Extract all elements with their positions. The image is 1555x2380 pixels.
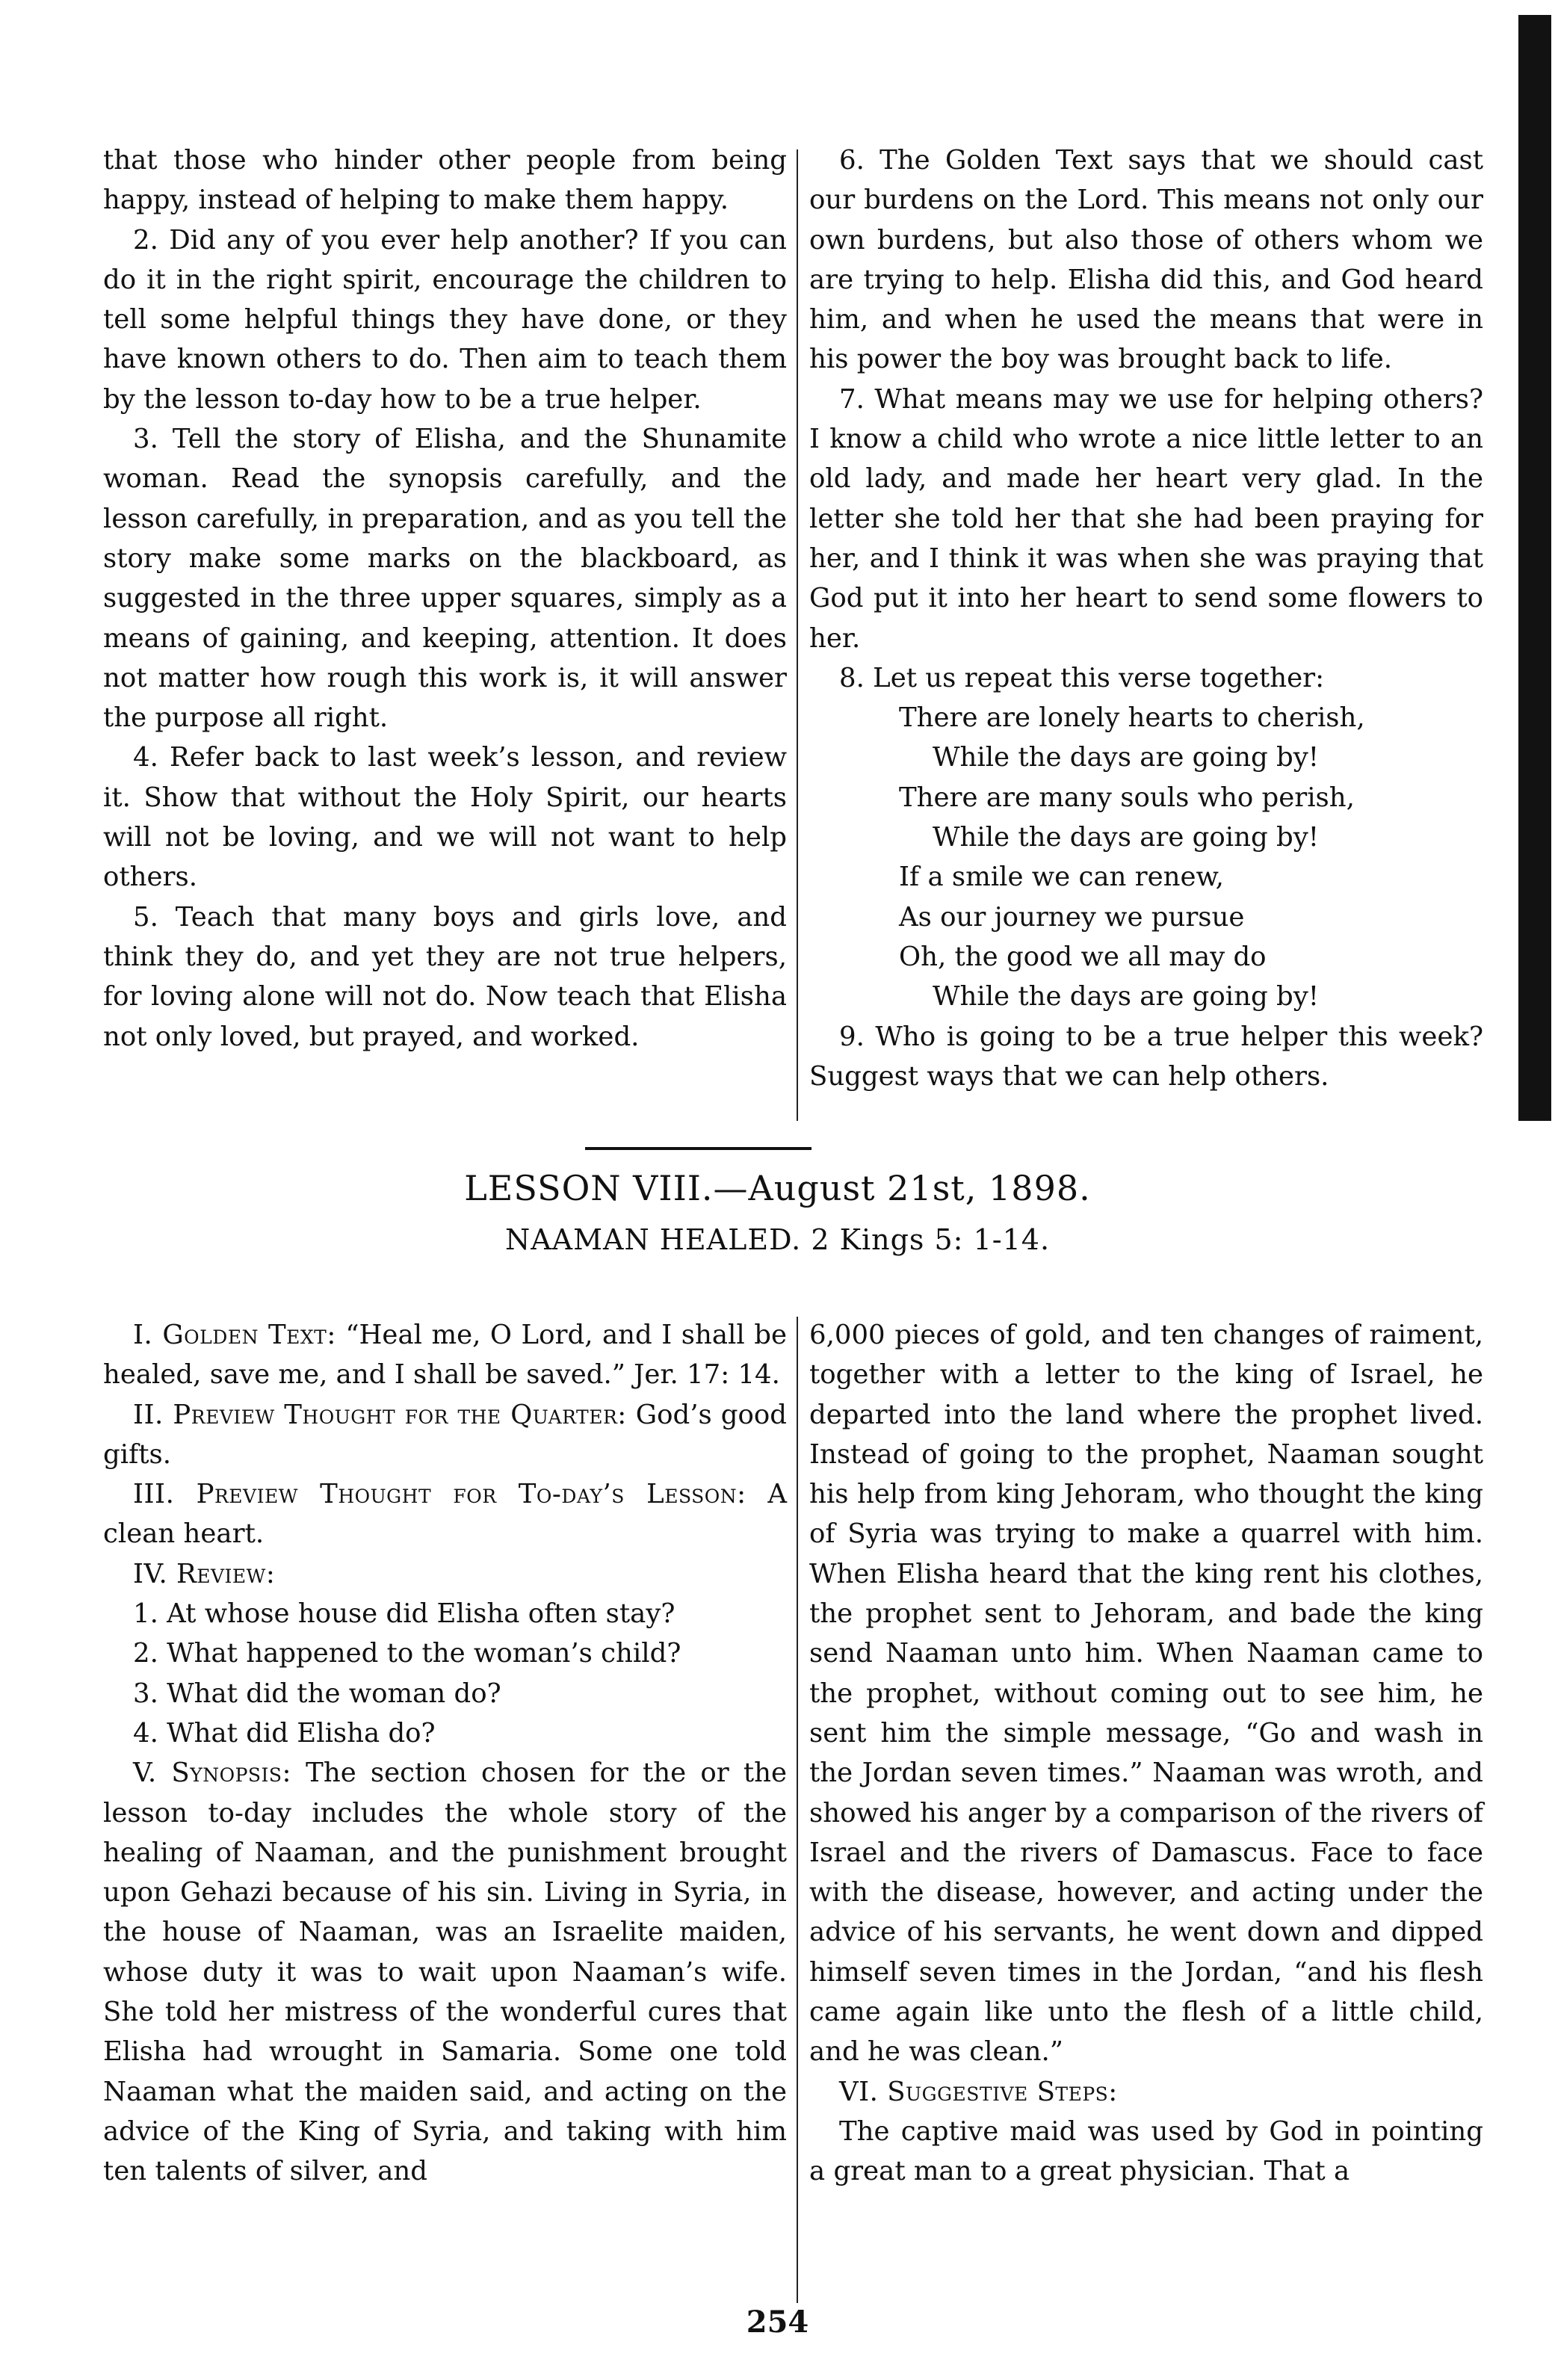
top-right-column [809,140,1483,1096]
column-divider [797,149,798,1121]
section-text: “Heal me, O Lord, and I shall be healed, save me, and I shall be saved.” Jer. 17: 14. [103,1320,787,1391]
column-divider [797,1317,798,2303]
poem-line: While the days are going by! [933,981,1320,1013]
poem [899,698,1483,1016]
paragraph: 2. Did any of you ever help another? If you can do it in the right spirit, encourage the children to tell some helpful things they have done, or they have known others to do. Then aim to teach them by the lesson to-day how to be a true helper. [103,224,787,415]
paragraph: that those who hinder other people from being happy, instead of helping to make them happy. [103,145,787,216]
review-heading [103,1554,787,1594]
golden-text [103,1315,787,1395]
section-label: II. Preview Thought for the Quarter: [133,1399,627,1430]
paragraph: 5. Teach that many boys and girls love, and think they do, and yet they are not true helpers, for loving alone will not do. Now teach that Elisha not only loved, but prayed, and worked. [103,901,787,1052]
steps-heading [809,2072,1483,2112]
paragraph: 8. Let us repeat this verse together: [839,662,1325,693]
poem-line: If a smile we can renew, [899,862,1224,893]
bottom-right-column [809,1315,1483,2192]
section-text: God’s good gifts. [103,1399,787,1470]
lesson-heading: LESSON VIII.—August 21st, 1898. [464,1168,1091,1208]
poem-line: There are lonely hearts to cherish, [899,702,1365,734]
poem-line: Oh, the good we all may do [899,941,1267,972]
paragraph: 4. Refer back to last week’s lesson, and review it. Show that without the Holy Spirit, our hearts will not be loving, and we will not want to help others. [103,742,787,893]
review-item: 4. What did Elisha do? [133,1717,436,1749]
paragraph: 9. Who is going to be a true helper this week? Suggest ways that we can help others. [809,1021,1483,1092]
paragraph: The captive maid was used by God in pointing a great man to a great physician. That a [809,2115,1483,2187]
top-left-column [103,140,787,1057]
paragraph: 7. What means may we use for helping others? I know a child who wrote a nice little letter to an old lady, and made her heart very glad. In the letter she told her that she had been praying for her, and I think it was when she was praying that God put it into her heart to send some flowers to her. [809,383,1483,654]
section-label: I. Golden Text: [133,1320,336,1350]
paragraph: 6. The Golden Text says that we should cast our burdens on the Lord. This means not only our own burdens, but also those of others whom we are trying to help. Elisha did this, and God heard him, and when he used the means that were in his power the boy was brought back to life. [809,145,1483,375]
poem-line: There are many souls who perish, [899,782,1355,813]
section-text: A clean heart. [103,1479,787,1550]
poem-line: While the days are going by! [933,742,1320,773]
synopsis [103,1753,787,2191]
poem-line: As our journey we pursue [899,901,1245,933]
paragraph: 3. Tell the story of Elisha, and the Shunamite woman. Read the synopsis carefully, and the lesson carefully, in preparation, and as you tell the story make some marks on the blackboard, as suggested in the three upper squares, simply as a means of gaining, and keeping, attention. It does not matter how rough this work is, it will answer the purpose all right. [103,424,787,734]
poem-line: While the days are going by! [933,822,1320,853]
bottom-left-column [103,1315,787,2192]
review-item: 1. At whose house did Elisha often stay? [133,1598,676,1630]
preview-quarter [103,1395,787,1475]
section-label: IV. Review: [133,1558,276,1589]
review-item: 2. What happened to the woman’s child? [133,1638,681,1669]
paragraph: 6,000 pieces of gold, and ten changes of raiment, together with a letter to the king of Israel, he departed into the land where the prophet lived. Instead of going to the prophet, Naaman sought his help from king Jehoram, who thought the king of Syria was trying to make a quarrel with him. When Elisha heard that the king rent his clothes, the prophet sent to Jehoram, and bade the king send Naaman unto him. When Naaman came to the prophet, without coming out to see him, he sent him the simple message, “Go and wash in the Jordan seven times.” Naaman was wroth, and showed his anger by a comparison of the rivers of Israel and the rivers of Damascus. Face to face with the disease, however, and acting under the advice of his servants, he went down and dipped himself seven times in the Jordan, “and his flesh came again like unto the flesh of a little child, and he was clean.” [809,1320,1483,2068]
page-number: 254 [746,2305,809,2340]
lesson-subheading: NAAMAN HEALED. 2 Kings 5: 1-14. [504,1223,1051,1256]
section-label: VI. Suggestive Steps: [839,2076,1118,2107]
section-text: The section chosen for the or the lesson to-day includes the whole story of the healing of Naaman, and the punishment brought upon Gehazi because of his sin. Living in Syria, in the house of Naaman, was an Israelite maiden, whose duty it was to wait upon Naaman’s wife. She told her mistress of the wonderful cures that Elisha had wrought in Samaria. Some one told Naaman what the maiden said, and acting on the advice of the King of Syria, and taking with him ten talents of silver, and [103,1758,787,2187]
section-label: III. Preview Thought for To-day’s Lesson: [133,1479,746,1510]
review-item: 3. What did the woman do? [133,1678,501,1709]
section-label: V. Synopsis: [133,1758,291,1789]
preview-today [103,1474,787,1554]
section-rule [585,1147,811,1150]
page-edge-shadow [1518,15,1551,1121]
